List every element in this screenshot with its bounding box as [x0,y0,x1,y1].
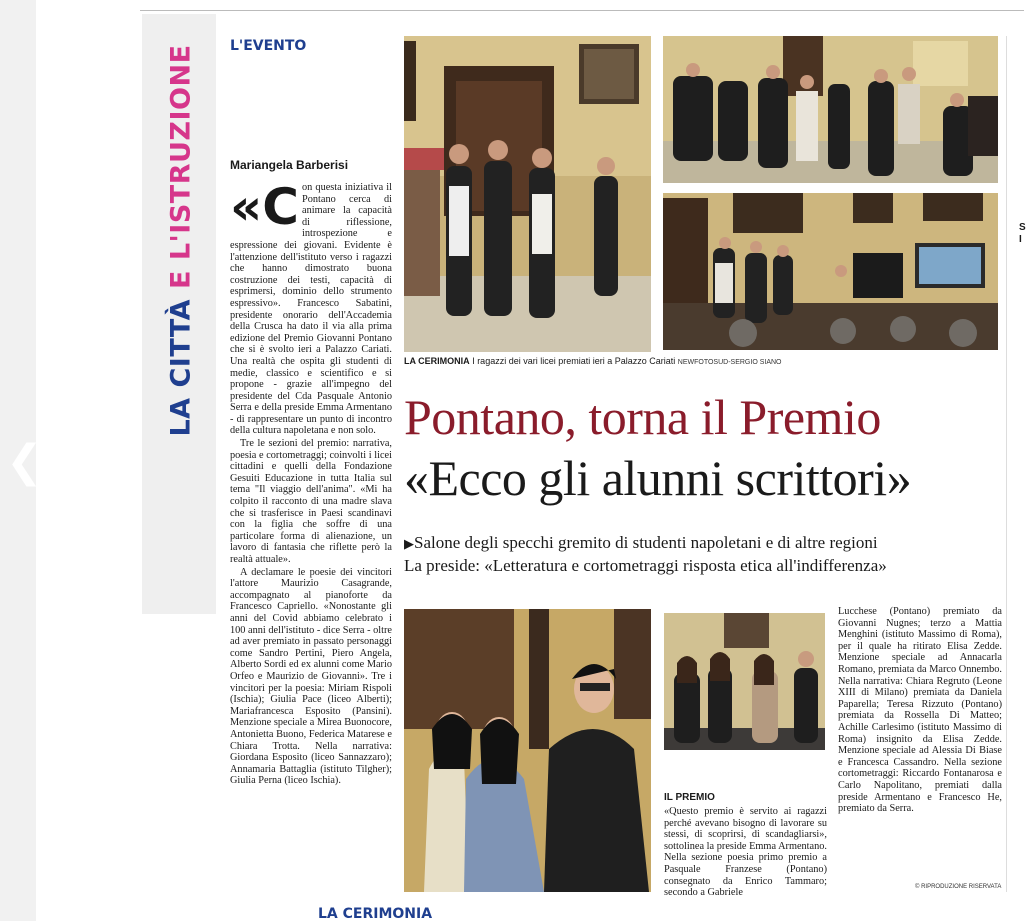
byline: Mariangela Barberisi [230,158,349,172]
headline-line-1: Pontano, torna il Premio [404,389,881,445]
section-label-part2: E L'ISTRUZIONE [165,43,197,289]
section-label-part1: LA CITTÀ [165,298,197,437]
photo-ceremony-stage [404,36,651,352]
photo-caption-text: I ragazzi dei vari licei premiati ieri a Palazzo Cariati [472,356,676,366]
drop-cap: «C [230,178,299,236]
article-paragraph: Lucchese (Pontano) premiato da Giovanni Nugnes; terzo a Mattia Menghini (istituto Massimo di Roma), per il quale ha ritirato Elisa Zedde. Menzione speciale ad Annacarla Romano, premiata da Marco Onnembo. Nella narrativa: Chiara Regruto (Leone XIII di Milano) premiata da Daniela Paparella; Teresa Rizzuto (Pontano) premiata da Rossella Di Matteo; Achille Carlesimo (istituto Massimo di Roma) insignito da Elisa Zedde. Menzione speciale ad Alessia Di Biase e Francesca Cassandro. Nella sezione cortometraggi: Riccardo Fontanarosa e Carlo Napolitano, premiati dalla preside Armentano e Francesco He, premiato da Serra. [838,606,1002,815]
kicker: L'EVENTO [230,38,307,54]
photo-caption [404,356,1004,366]
article-paragraph: A declamare le poesie dei vincitori l'attore Maurizio Casagrande, accompagnato al pianoforte da Francesco Capriello. «Nonostante gli anni del Covid abbiamo celebrato i 100 anni dell'istituto - dice Serra - oltre ad aver premiato in passato personaggi come Sandro Pertini, Piero Angela, Alberto Sordi ed ex alunni come Mario Orfeo e Maurizio de Giovanni». Tre i vincitori per la poesia: Miriam Rispoli (Ischia); Giulia Pace (liceo Alberti); Mariafrancesca Esposito (Pansini). Menzione speciale a Mirea Buonocore, Antonietta Buono, Federica Matarese e Chiara Trotta. Nella narrativa: Giordana Esposito (liceo Sannazzaro); Annamaria Battaglia (istituto Tilgher); Giulia Perna (liceo Ischia). [230,566,392,787]
triangle-bullet-icon: ▶ [404,537,414,552]
photo-caption-label: LA CERIMONIA [404,356,470,366]
photo-hall-screen [663,193,998,350]
prev-page-icon[interactable]: ❮ [6,436,43,487]
photo-students-closeup [404,609,651,892]
article-paragraph: «Con questa iniziativa il Pontano cerca di animare la capacità di riflessione, introspezione e espressione dei giovani. Evidente è l'attenzione dell'istituto verso i ragazzi che hanno dimostrato buona costruzione dei testi, capacità di esprimersi, dominio dello strumento espressivo». Francesco Sabatini, presidente onorario dell'Accademia della Crusca ha dato il via alla prima edizione del Premio Giovanni Pontano che si è svolto ieri a Palazzo Cariati. Una realtà che ospita gli studenti di medie, classico e scientifico e si propone - grazie all'impegno del presidente del Cda Pasquale Antonio Serra e della preside Emma Armentano - di rappresentare un punto di incontro della cultura napoletana e non solo. [230,178,392,437]
article-column-box [664,806,827,899]
subheadline [404,532,1004,576]
copyright-notice: © RIPRODUZIONE RISERVATA [915,884,1002,890]
next-page-sliver [1006,36,1025,892]
next-article-kicker: LA CERIMONIA [318,906,433,922]
headline-line-2: «Ecco gli alunni scrittori» [404,450,912,506]
box-label: IL PREMIO [664,792,715,803]
photo-credit: NEWFOTOSUD-SERGIO SIANO [677,359,782,366]
sliver-heading: S I [1019,222,1026,245]
subheadline-line-2: La preside: «Letteratura e cortometraggi risposta etica all'indifferenza» [404,556,887,575]
photo-students-reading [663,36,998,183]
photo-girls-group [664,613,825,750]
subheadline-line-1: Salone degli specchi gremito di studenti napoletani e di altre regioni [414,533,878,552]
section-label [146,30,216,450]
article-paragraph: Tre le sezioni del premio: narrativa, poesia e cortometraggi; coinvolti i licei cittadini e quelli della Fondazione Gesuiti Educazione in tutta Italia sul tema "Il viaggio dell'anima". «Mi ha colpito il racconto di una madre slava che si trasferisce in Paesi scandinavi con la figlia che soffre di una particolare forma di alienazione, un lavoro di fantasia che riflette però la realtà attuale». [230,438,392,565]
top-rule [140,10,1024,11]
article-column-1 [230,178,392,892]
article-paragraph: «Questo premio è servito ai ragazzi perché avevano bisogno di lavorare su stessi, di scoprirsi, di scandagliarsi», sottolinea la preside Emma Armentano. Nella sezione poesia primo premio a Pasquale Franzese (Pontano) consegnato da Enrico Tammaro; secondo a Gabriele [664,806,827,899]
article-column-right [838,606,1002,882]
